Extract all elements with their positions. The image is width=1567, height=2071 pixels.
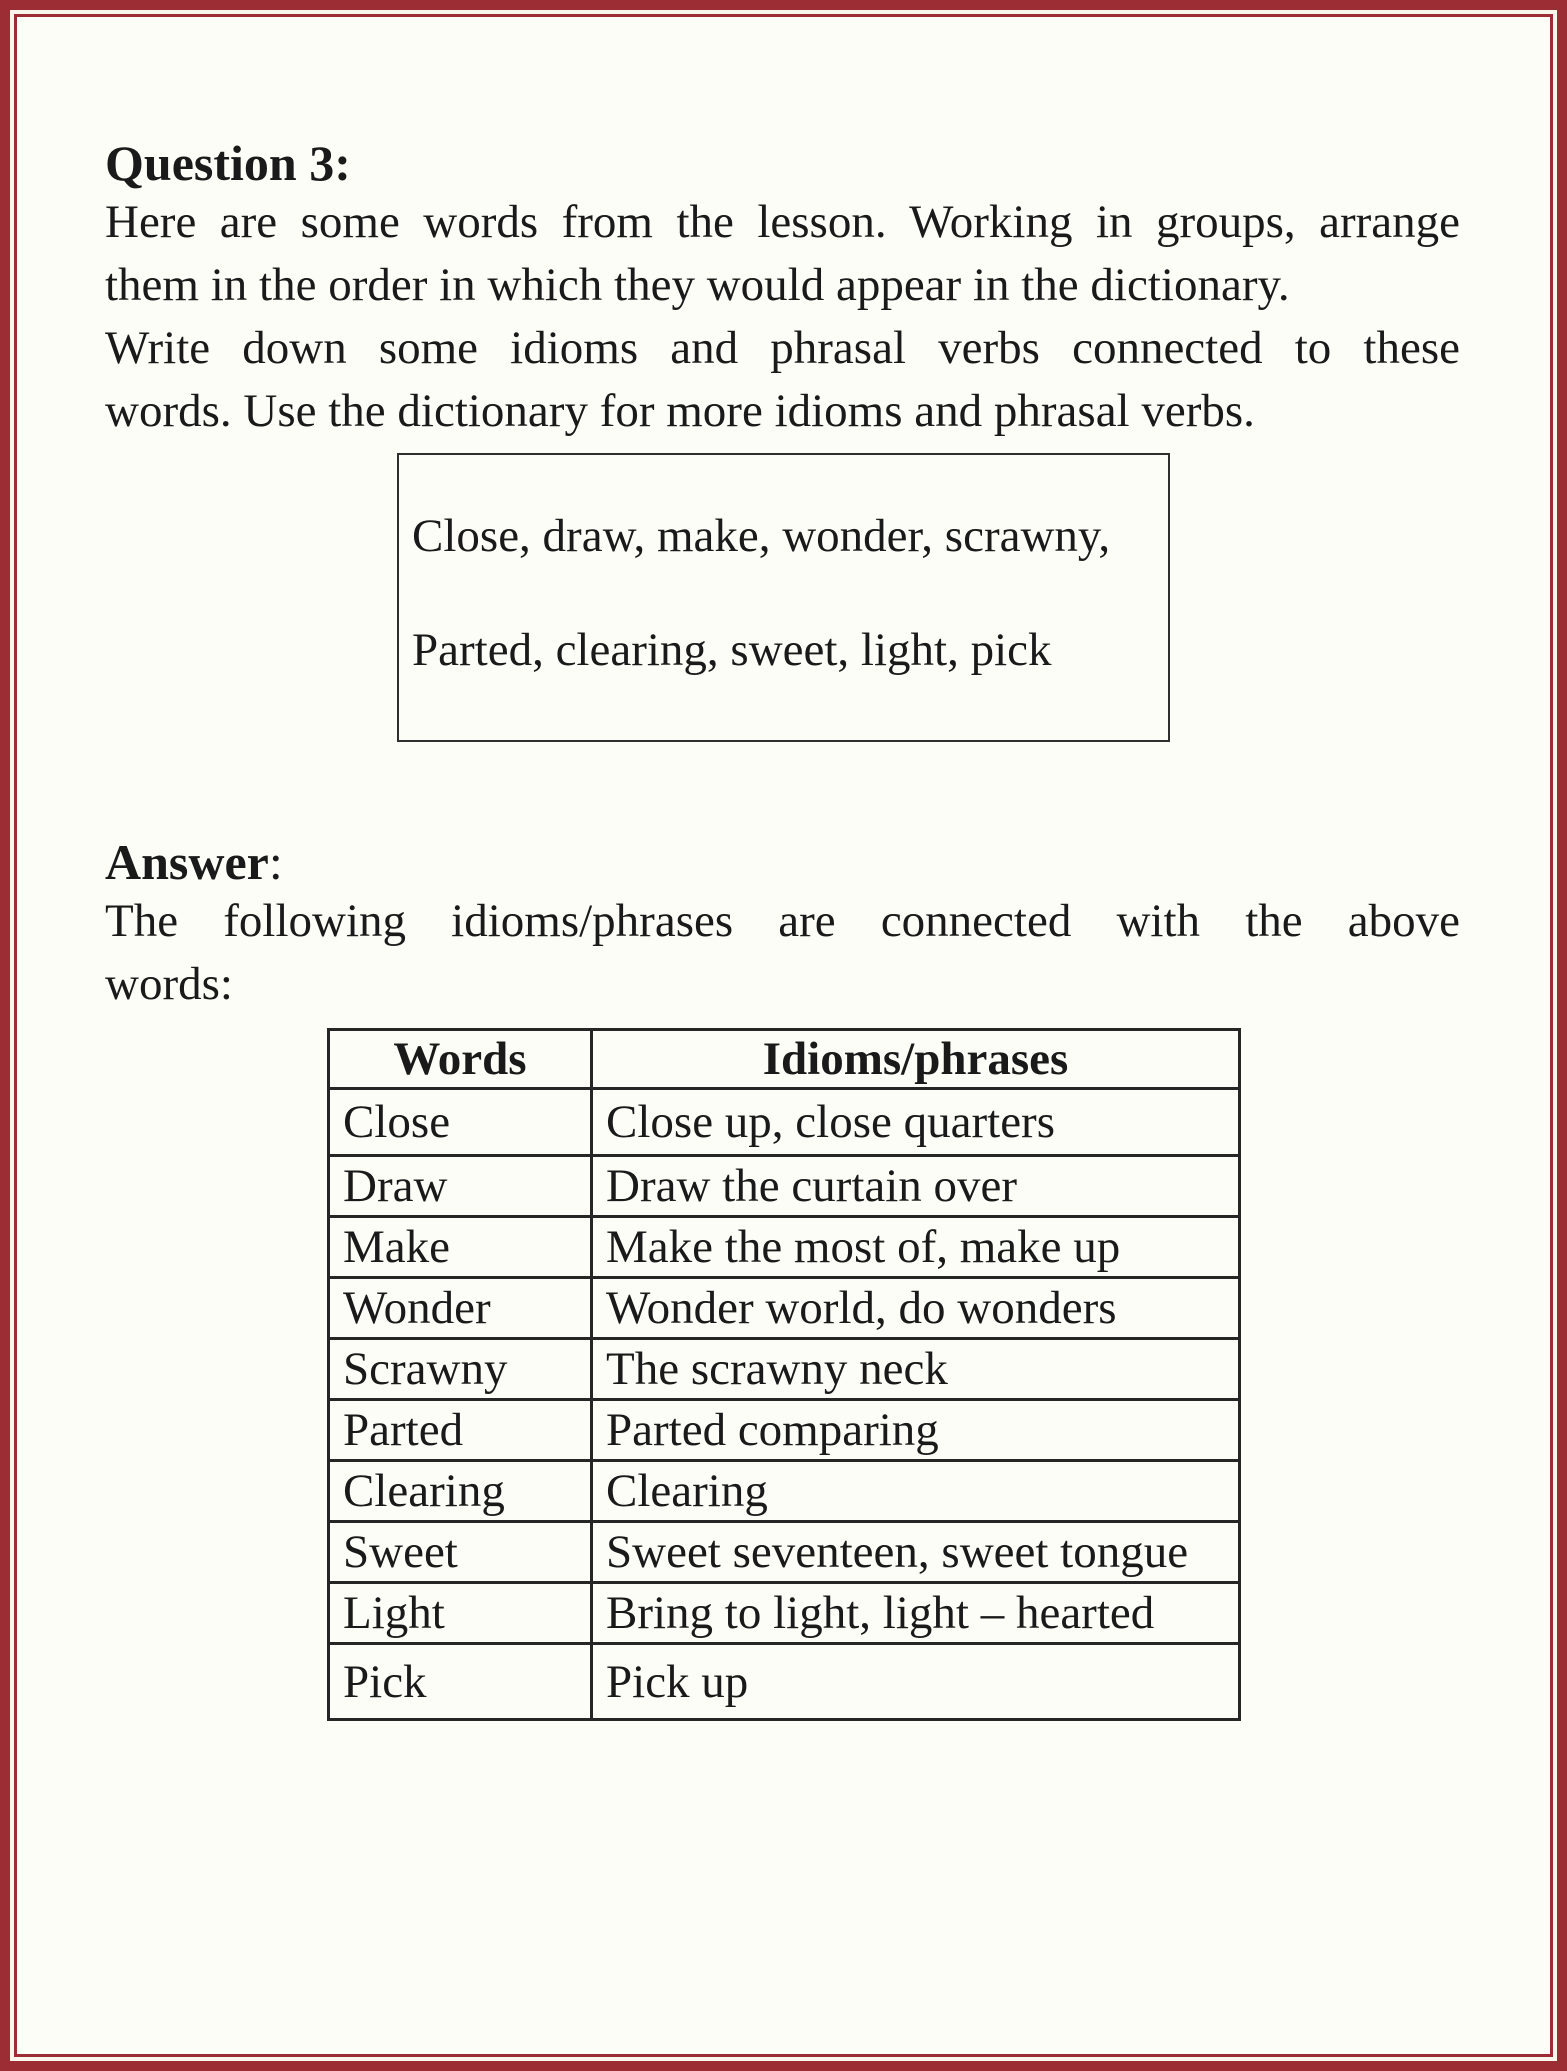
paragraph-line: words: bbox=[105, 958, 233, 1010]
table-row bbox=[329, 1400, 1240, 1461]
table-row bbox=[329, 1339, 1240, 1400]
table-row bbox=[329, 1583, 1240, 1644]
idiom-cell: Make the most of, make up bbox=[592, 1217, 1240, 1278]
word-cell: Scrawny bbox=[329, 1339, 592, 1400]
paragraph-line: Here are some words from the lesson. Working in groups, arrange bbox=[105, 196, 1460, 248]
table-row bbox=[329, 1217, 1240, 1278]
question-heading: Question 3: bbox=[105, 135, 351, 191]
idiom-cell: Close up, close quarters bbox=[592, 1089, 1240, 1156]
paragraph-line: words. Use the dictionary for more idioms and phrasal verbs. bbox=[105, 385, 1255, 437]
answer-heading bbox=[105, 834, 1460, 890]
idiom-cell: Sweet seventeen, sweet tongue bbox=[592, 1522, 1240, 1583]
idiom-cell: Draw the curtain over bbox=[592, 1156, 1240, 1217]
word-cell: Close bbox=[329, 1089, 592, 1156]
answer-heading-word: Answer bbox=[105, 834, 269, 890]
word-cell: Sweet bbox=[329, 1522, 592, 1583]
page-content bbox=[14, 14, 1553, 2057]
table-row bbox=[329, 1278, 1240, 1339]
paragraph-line: Write down some idioms and phrasal verbs connected to these bbox=[105, 322, 1460, 374]
idioms-table bbox=[327, 1028, 1241, 1721]
question-paragraph-2 bbox=[105, 317, 1460, 443]
word-cell: Wonder bbox=[329, 1278, 592, 1339]
table-row bbox=[329, 1522, 1240, 1583]
answer-heading-colon: : bbox=[268, 834, 283, 890]
idiom-cell: The scrawny neck bbox=[592, 1339, 1240, 1400]
table-header-words: Words bbox=[329, 1030, 592, 1089]
word-cell: Pick bbox=[329, 1644, 592, 1720]
word-list-line-2: Parted, clearing, sweet, light, pick bbox=[412, 624, 1052, 676]
word-list-box bbox=[397, 453, 1170, 742]
idiom-cell: Wonder world, do wonders bbox=[592, 1278, 1240, 1339]
word-cell: Light bbox=[329, 1583, 592, 1644]
frame-inner-gap bbox=[10, 10, 1557, 2061]
question-paragraph-1 bbox=[105, 191, 1460, 317]
word-cell: Clearing bbox=[329, 1461, 592, 1522]
idiom-cell: Bring to light, light – hearted bbox=[592, 1583, 1240, 1644]
word-cell: Make bbox=[329, 1217, 592, 1278]
answer-intro-paragraph bbox=[105, 890, 1460, 1016]
table-row bbox=[329, 1461, 1240, 1522]
table-row bbox=[329, 1089, 1240, 1156]
idiom-cell: Pick up bbox=[592, 1644, 1240, 1720]
document-body bbox=[105, 135, 1460, 1721]
table-row bbox=[329, 1156, 1240, 1217]
paragraph-line: them in the order in which they would appear in the dictionary. bbox=[105, 259, 1290, 311]
word-cell: Draw bbox=[329, 1156, 592, 1217]
idiom-cell: Clearing bbox=[592, 1461, 1240, 1522]
word-list-line-1: Close, draw, make, wonder, scrawny, bbox=[412, 510, 1111, 562]
table-header-row bbox=[329, 1030, 1240, 1089]
table-row bbox=[329, 1644, 1240, 1720]
idiom-cell: Parted comparing bbox=[592, 1400, 1240, 1461]
word-cell: Parted bbox=[329, 1400, 592, 1461]
paragraph-line: The following idioms/phrases are connected with the above bbox=[105, 895, 1460, 947]
table-header-idioms: Idioms/phrases bbox=[592, 1030, 1240, 1089]
